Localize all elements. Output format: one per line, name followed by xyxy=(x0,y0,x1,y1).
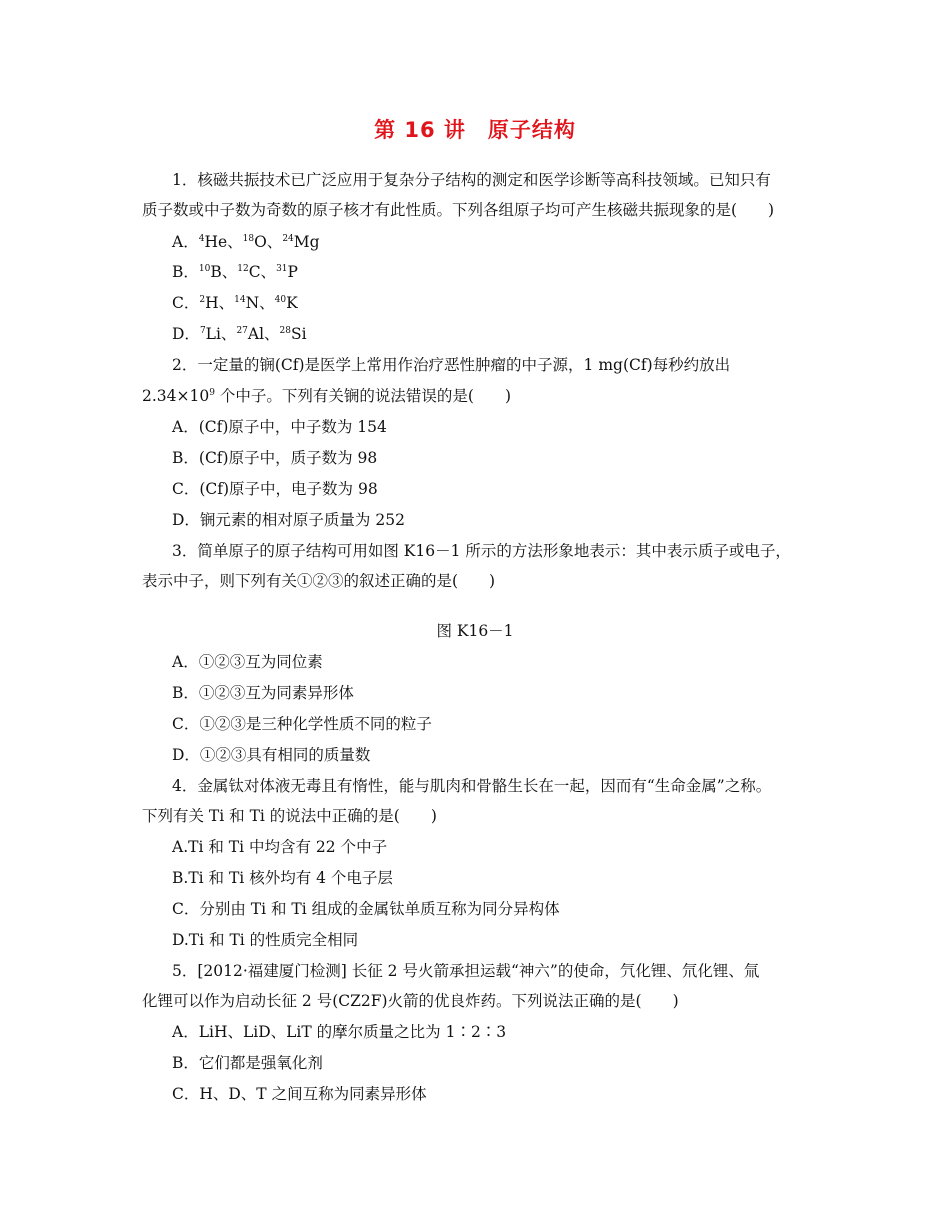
q4-option-c: C．分别由 Ti 和 Ti 组成的金属钛单质互称为同分异构体 xyxy=(172,900,560,918)
q2-stem-line2: $2.34\times 10^9$ 个中子。下列有关锎的说法错误的是( ) xyxy=(142,387,511,405)
q3-stem-line1: 3．简单原子的原子结构可用如图 K16－1 所示的方法形象地表示：其中表示质子或电子， xyxy=(172,542,791,560)
q3-option-c: C．①②③是三种化学性质不同的粒子 xyxy=(172,715,432,733)
q1-stem-line2: 质子数或中子数为奇数的原子核才有此性质。下列各组原子均可产生核磁共振现象的是( ) xyxy=(142,201,775,219)
page-title: 第 16 讲 原子结构 xyxy=(374,118,576,142)
q3-stem-line2: 表示中子，则下列有关①②③的叙述正确的是( ) xyxy=(142,572,496,590)
q2-option-d: D．锎元素的相对原子质量为 252 xyxy=(172,511,405,529)
q4-option-a: A.Ti 和 Ti 中均含有 22 个中子 xyxy=(172,838,388,856)
q2-option-c: C．(Cf)原子中，电子数为 98 xyxy=(172,480,378,498)
q5-option-c: C．H、D、T 之间互称为同素异形体 xyxy=(172,1085,427,1103)
q1-option-c: C．$^2$H、$^{14}$N、$^{40}$K xyxy=(172,294,298,312)
q5-option-b: B．它们都是强氧化剂 xyxy=(172,1054,323,1072)
q1-option-a: A．$^4$He、$^{18}$O、$^{24}$Mg xyxy=(172,233,320,251)
figure-caption: 图 K16－1 xyxy=(436,622,514,640)
q3-option-a: A．①②③互为同位素 xyxy=(172,653,323,671)
q3-option-b: B．①②③互为同素异形体 xyxy=(172,684,354,702)
q5-stem-line2: 化锂可以作为启动长征 2 号(CZ2F)火箭的优良炸药。下列说法正确的是( ) xyxy=(142,992,679,1010)
q1-stem-line1: 1．核磁共振技术已广泛应用于复杂分子结构的测定和医学诊断等高科技领域。已知只有 xyxy=(172,171,771,189)
q5-option-a: A．LiH、LiD、LiT 的摩尔质量之比为 1∶2∶3 xyxy=(172,1023,507,1041)
q4-stem-line1: 4．金属钛对体液无毒且有惰性，能与肌肉和骨骼生长在一起，因而有“生命金属”之称。 xyxy=(172,777,772,795)
q5-stem-line1: 5．[2012·福建厦门检测] 长征 2 号火箭承担运载“神六”的使命，氕化锂、氘化锂、氚 xyxy=(172,962,760,980)
q2-option-b: B．(Cf)原子中，质子数为 98 xyxy=(172,449,378,467)
q2-option-a: A．(Cf)原子中，中子数为 154 xyxy=(172,418,387,436)
q4-option-d: D.Ti 和 Ti 的性质完全相同 xyxy=(172,931,359,949)
q1-option-b: B．$^{10}$B、$^{12}$C、$^{31}$P xyxy=(172,263,298,281)
q4-option-b: B.Ti 和 Ti 核外均有 4 个电子层 xyxy=(172,869,393,887)
q2-stem-line1: 2．一定量的锎(Cf)是医学上常用作治疗恶性肿瘤的中子源，1 mg(Cf)每秒约放出 xyxy=(172,356,731,374)
q1-option-d: D．$^7$Li、$^{27}$Al、$^{28}$Si xyxy=(172,325,307,343)
q3-option-d: D．①②③具有相同的质量数 xyxy=(172,746,371,764)
q4-stem-line2: 下列有关 Ti 和 Ti 的说法中正确的是( ) xyxy=(142,807,437,825)
